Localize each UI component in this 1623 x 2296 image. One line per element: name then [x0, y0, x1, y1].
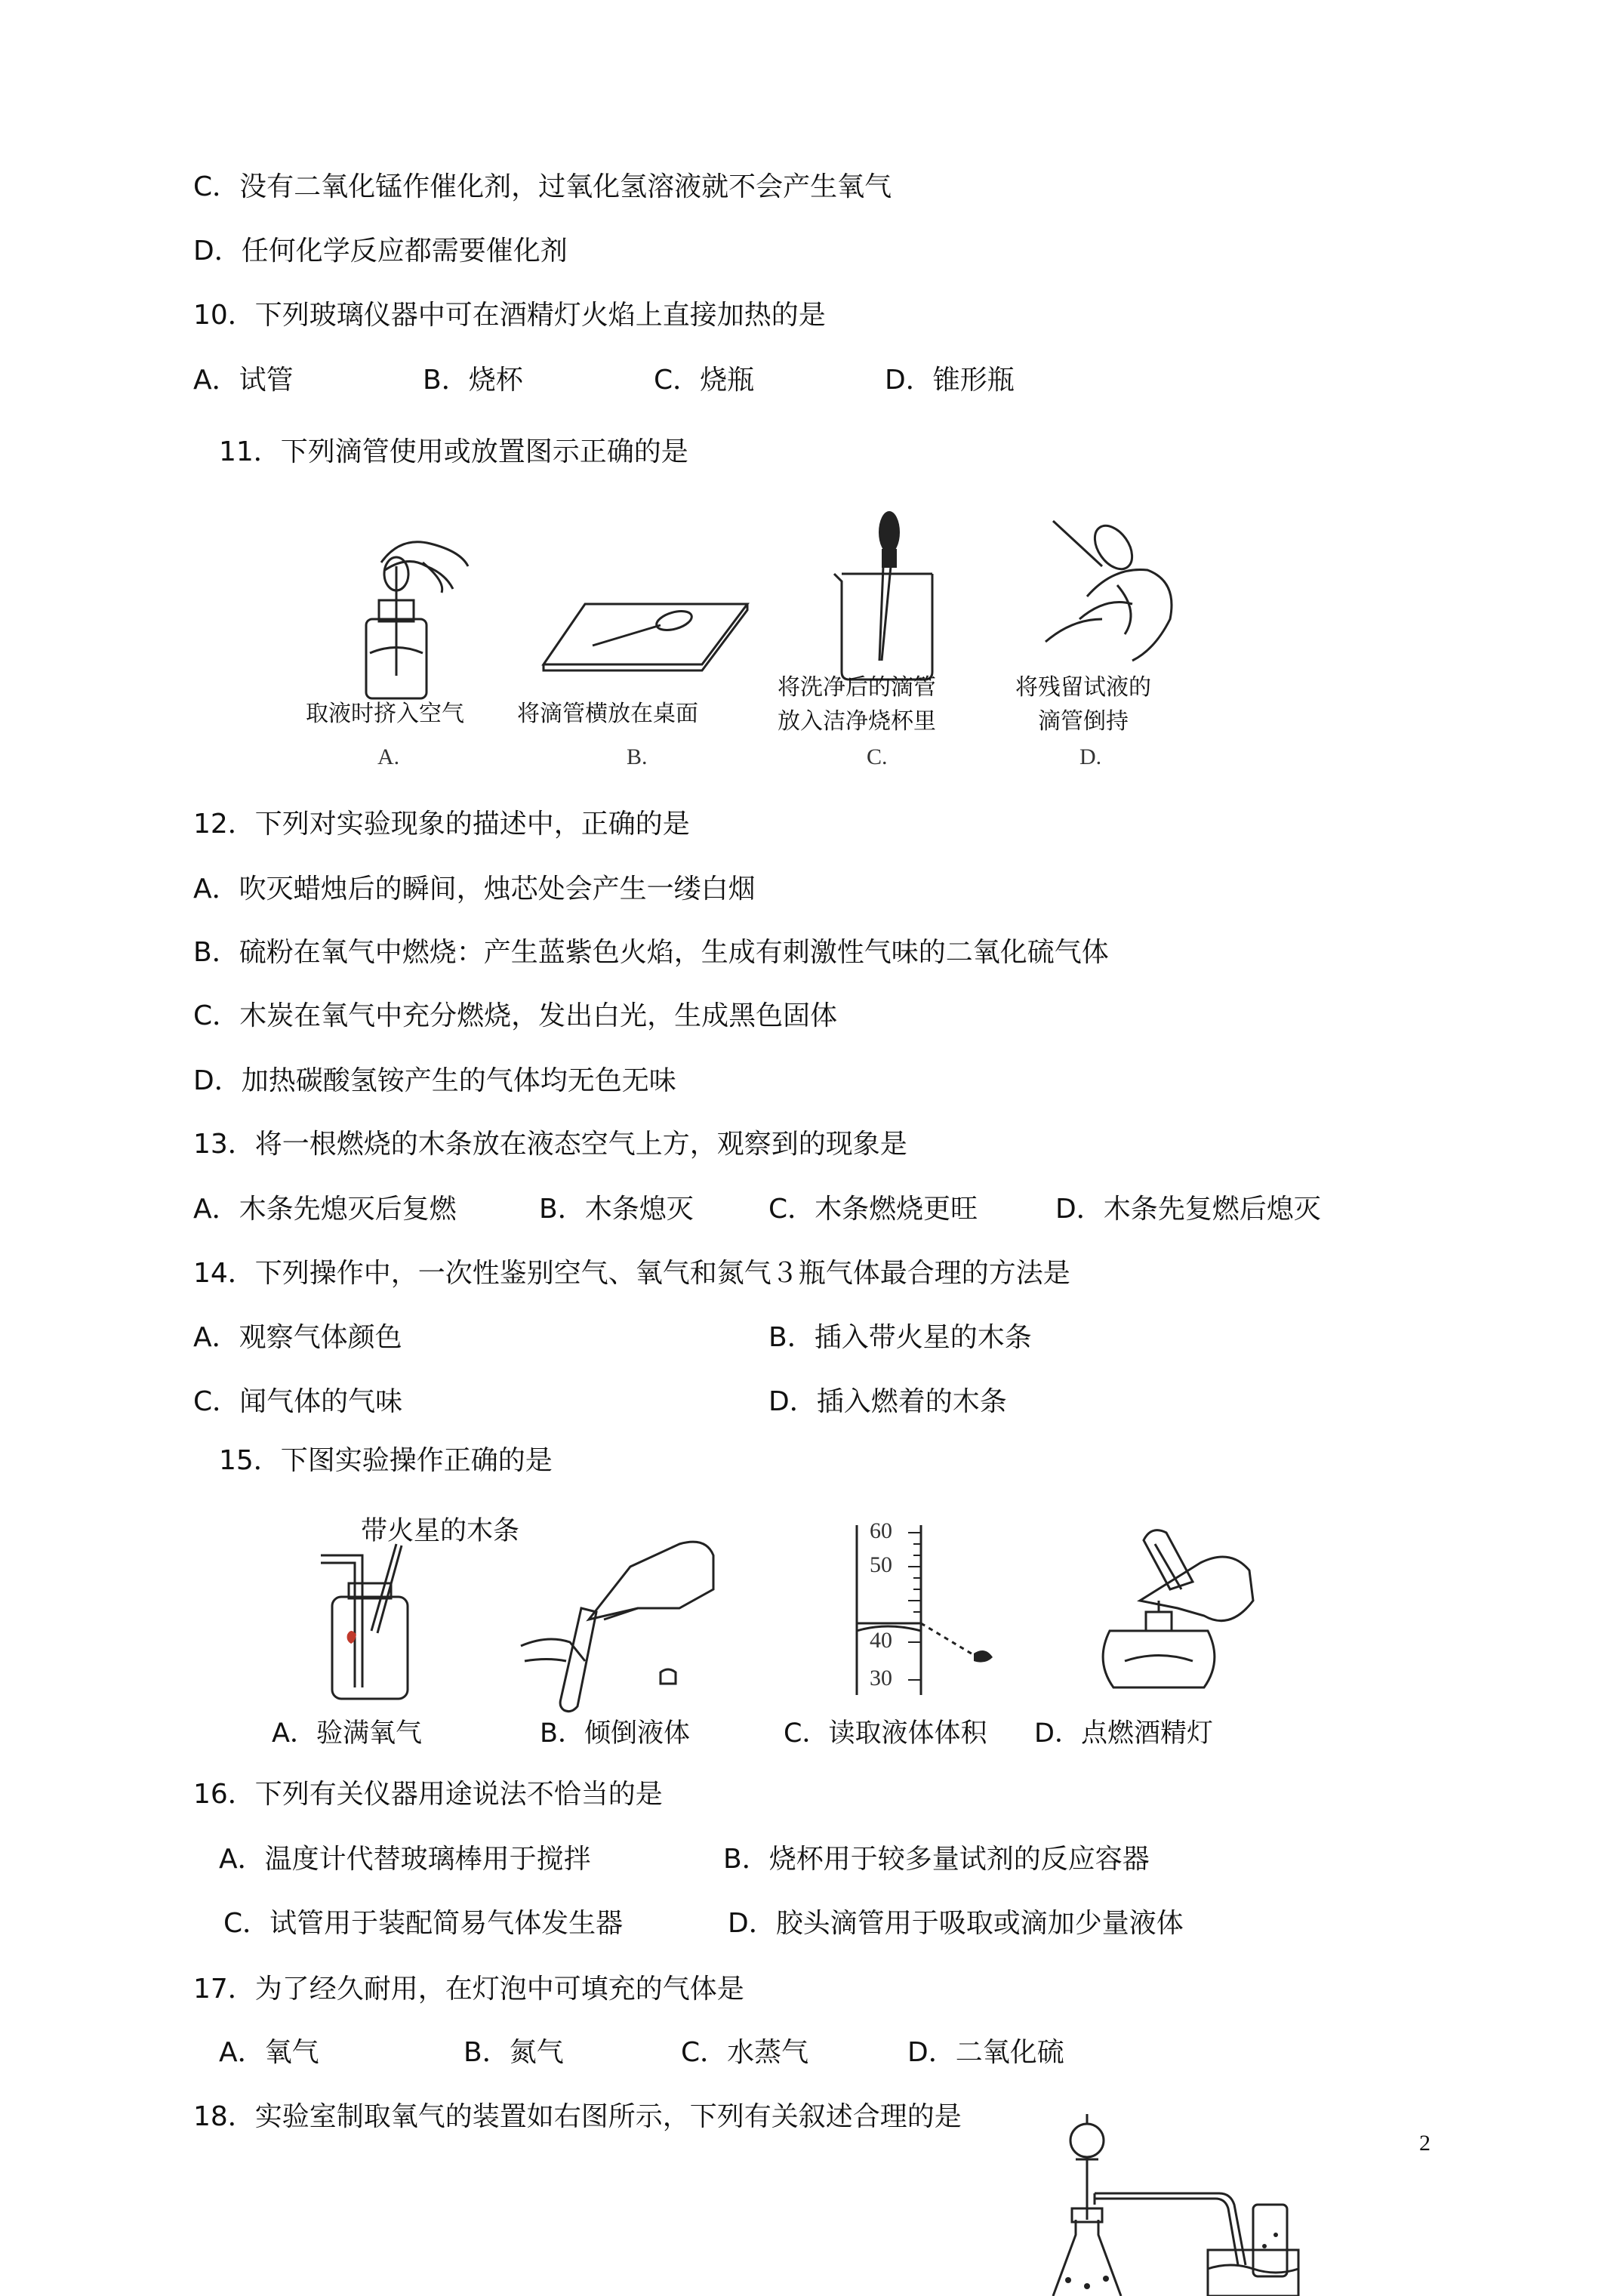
q11-stem: 11．下列滴管使用或放置图示正确的是 [219, 436, 688, 467]
glowing-splint-label: 带火星的木条 [361, 1516, 520, 1546]
q17-option-c: C．水蒸气 [681, 2037, 809, 2068]
q11-figure-a-letter: A. [377, 744, 400, 769]
dropper-on-table-illustration [540, 596, 751, 672]
scale-mark-30: 30 [870, 1666, 892, 1690]
q16-option-a: A．温度计代替玻璃棒用于搅拌 [219, 1844, 591, 1875]
q10-stem: 10．下列玻璃仪器中可在酒精灯火焰上直接加热的是 [193, 300, 826, 331]
q11-figure-d-caption2: 滴管倒持 [1038, 708, 1129, 735]
dropper-in-bottle-illustration [355, 521, 483, 702]
pouring-liquid-illustration [517, 1529, 721, 1718]
q11-figure-a-caption: 取液时挤入空气 [306, 701, 464, 727]
q17-option-d: D．二氧化硫 [907, 2037, 1064, 2068]
q10-option-c: C．烧瓶 [654, 365, 755, 396]
inverted-dropper-illustration [1042, 513, 1185, 664]
gas-bottle-with-splint-illustration [317, 1514, 468, 1703]
q13-option-c: C．木条燃烧更旺 [768, 1194, 978, 1225]
q9-option-d: D．任何化学反应都需要催化剂 [193, 236, 568, 267]
q15-option-c: C．读取液体体积 [784, 1718, 987, 1749]
q11-figure-b-letter: B. [627, 744, 648, 769]
q14-stem: 14．下列操作中，一次性鉴别空气、氧气和氮气３瓶气体最合理的方法是 [193, 1258, 1070, 1289]
q16-stem: 16．下列有关仪器用途说法不恰当的是 [193, 1779, 663, 1810]
q14-option-a: A．观察气体颜色 [193, 1322, 402, 1353]
q12-option-c: C．木炭在氧气中充分燃烧，发出白光，生成黑色固体 [193, 1000, 838, 1031]
q17-option-a: A．氧气 [219, 2037, 319, 2068]
q13-option-d: D．木条先复燃后熄灭 [1055, 1194, 1321, 1225]
q10-option-b: B．烧杯 [423, 365, 523, 396]
lighting-alcohol-lamp-illustration [1079, 1518, 1261, 1699]
q15-option-d: D．点燃酒精灯 [1034, 1718, 1213, 1749]
oxygen-generation-apparatus-illustration [1053, 2114, 1340, 2296]
q10-option-a: A．试管 [193, 365, 294, 396]
q16-option-c: C．试管用于装配简易气体发生器 [223, 1908, 624, 1939]
q12-stem: 12．下列对实验现象的描述中，正确的是 [193, 809, 690, 840]
q12-option-d: D．加热碳酸氢铵产生的气体均无色无味 [193, 1065, 676, 1096]
q14-option-c: C．闻气体的气味 [193, 1386, 403, 1417]
page-number: 2 [1419, 2131, 1431, 2156]
q11-figure-d-caption: 将残留试液的 [1015, 674, 1151, 701]
q14-option-d: D．插入燃着的木条 [768, 1386, 1007, 1417]
q11-figure-d-letter: D. [1079, 744, 1102, 769]
q10-option-d: D．锥形瓶 [885, 365, 1015, 396]
q12-option-b: B．硫粉在氧气中燃烧：产生蓝紫色火焰，生成有刺激性气味的二氧化硫气体 [193, 937, 1109, 968]
q11-figure-c-letter: C. [867, 744, 888, 769]
q11-figure-c-caption: 将洗净后的滴管 [778, 674, 936, 701]
q17-option-b: B．氮气 [463, 2037, 564, 2068]
q11-figure-b-caption: 将滴管横放在桌面 [517, 701, 698, 727]
scale-mark-60: 60 [870, 1518, 892, 1543]
q15-stem: 15．下图实验操作正确的是 [219, 1445, 553, 1476]
q13-option-b: B．木条熄灭 [539, 1194, 694, 1225]
q14-option-b: B．插入带火星的木条 [768, 1322, 1032, 1353]
q15-option-b: B．倾倒液体 [540, 1718, 691, 1749]
q11-figure-c-caption2: 放入洁净烧杯里 [778, 708, 936, 735]
q16-option-d: D．胶头滴管用于吸取或滴加少量液体 [728, 1908, 1184, 1939]
q17-stem: 17．为了经久耐用，在灯泡中可填充的气体是 [193, 1974, 744, 2005]
q15-option-a: A．验满氧气 [272, 1718, 422, 1749]
q18-stem: 18．实验室制取氧气的装置如右图所示，下列有关叙述合理的是 [193, 2101, 962, 2132]
dropper-in-beaker-illustration [830, 510, 951, 683]
q12-option-a: A．吹灭蜡烛后的瞬间，烛芯处会产生一缕白烟 [193, 874, 756, 905]
q13-option-a: A．木条先熄灭后复燃 [193, 1194, 457, 1225]
q9-option-c: C．没有二氧化锰作催化剂，过氧化氢溶液就不会产生氧气 [193, 171, 892, 202]
scale-mark-40: 40 [870, 1628, 892, 1653]
q16-option-b: B．烧杯用于较多量试剂的反应容器 [723, 1844, 1150, 1875]
q13-stem: 13．将一根燃烧的木条放在液态空气上方，观察到的现象是 [193, 1129, 907, 1160]
scale-mark-50: 50 [870, 1552, 892, 1577]
